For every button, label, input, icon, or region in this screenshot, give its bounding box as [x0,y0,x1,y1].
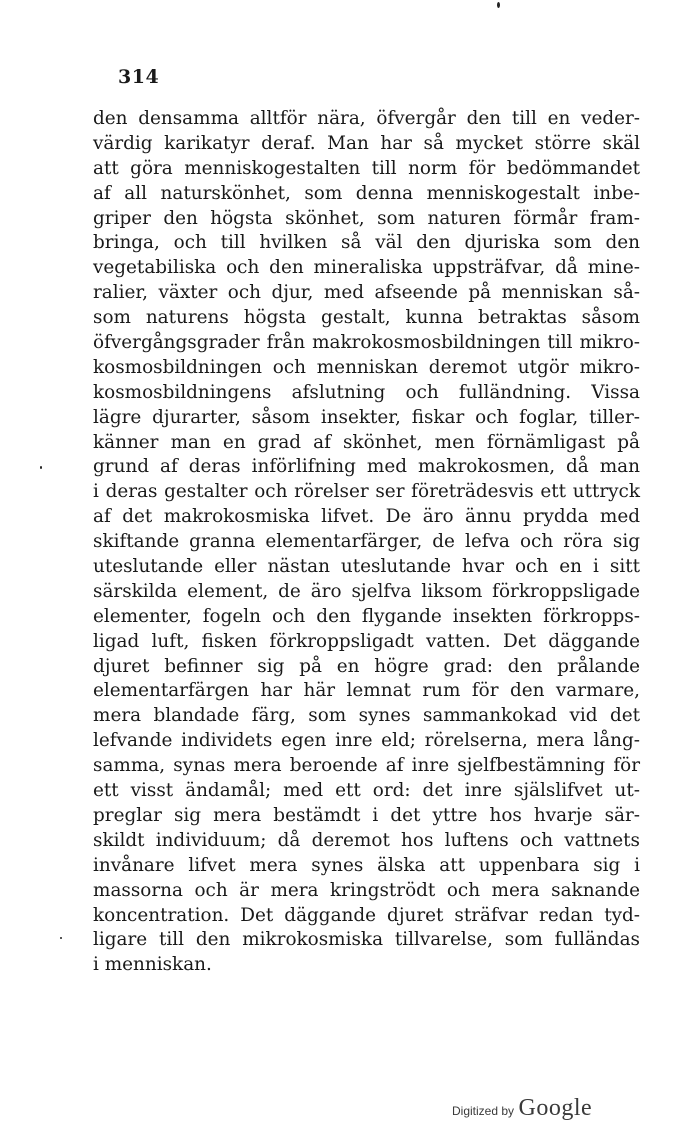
text-line: skildt individuum; då deremot hos luftens och vattnets [93,829,640,851]
text-line: lägre djurarter, såsom insekter, fiskar och foglar, tiller- [93,406,640,428]
text-line: mera blandade färg, som synes sammankokad vid det [93,705,640,727]
text-line: bringa, och till hvilken så väl den djuriska som den [93,232,640,254]
scan-speck [60,937,62,939]
text-line: grund af deras införlifning med makrokosmen, då man [93,456,640,478]
text-line: preglar sig mera bestämdt i det yttre hos hvarje sär- [93,804,640,826]
text-line: samma, synas mera beroende af inre sjelfbestämning för [93,755,640,777]
text-line: elementarfärgen har här lemnat rum för den varmare, [93,680,640,702]
text-line: att göra menniskogestalten till norm för bedömmandet [93,157,640,179]
text-line: i menniskan. [93,954,212,976]
text-line: skiftande granna elementarfärger, de lefva och röra sig [93,531,640,553]
text-line: elementer, fogeln och den flygande insekten förkropps- [93,605,640,627]
text-line: af det makrokosmiska lifvet. De äro ännu prydda med [93,506,640,528]
text-line: ett visst ändamål; med ett ord: det inre själslifvet ut- [93,780,640,802]
text-line: vegetabiliska och den mineraliska uppsträfvar, då mine- [93,257,640,279]
text-line: ralier, växter och djur, med afseende på menniskan så- [93,282,640,304]
text-line: i deras gestalter och rörelser ser företrädesvis ett uttryck [93,481,640,503]
text-line: särskilda element, de äro sjelfva liksom förkroppsligade [93,580,640,602]
text-line: öfvergångsgrader från makrokosmosbildningen till mikro- [93,332,640,354]
text-line: känner man en grad af skönhet, men förnämligast på [93,431,640,453]
text-line: kosmosbildningens afslutning och fulländning. Vissa [93,381,640,403]
text-line: djuret befinner sig på en högre grad: den prålande [93,655,640,677]
text-line: den densamma alltför nära, öfvergår den till en veder- [93,108,640,129]
body-text [93,107,640,978]
text-line: massorna och är mera kringströdt och mera saknande [93,879,640,901]
text-line: af all naturskönhet, som denna menniskogestalt inbe- [93,182,640,204]
watermark-brand: Google [518,1095,593,1121]
text-line: ligare till den mikrokosmiska tillvarelse, som fulländas [93,929,640,951]
page-number: 314 [118,66,160,88]
digitization-watermark [452,1095,592,1122]
scan-speck [497,2,500,8]
text-line: värdig karikatyr deraf. Man har så mycket större skäl [93,132,640,154]
text-line: ligad luft, fisken förkroppsligadt vatten. Det däggande [93,630,640,652]
watermark-prefix: Digitized by [452,1104,515,1118]
text-line: griper den högsta skönhet, som naturen förmår fram- [93,207,640,229]
text-line: invånare lifvet mera synes älska att uppenbara sig i [93,854,640,876]
scan-speck [40,466,42,469]
text-line: lefvande individets egen inre eld; rörelserna, mera lång- [93,730,640,752]
text-line: kosmosbildningen och menniskan deremot utgör mikro- [93,356,640,378]
text-line: uteslutande eller nästan uteslutande hvar och en i sitt [93,556,640,578]
text-line: koncentration. Det däggande djuret sträfvar redan tyd- [93,904,640,926]
text-line: som naturens högsta gestalt, kunna betraktas såsom [93,307,640,329]
